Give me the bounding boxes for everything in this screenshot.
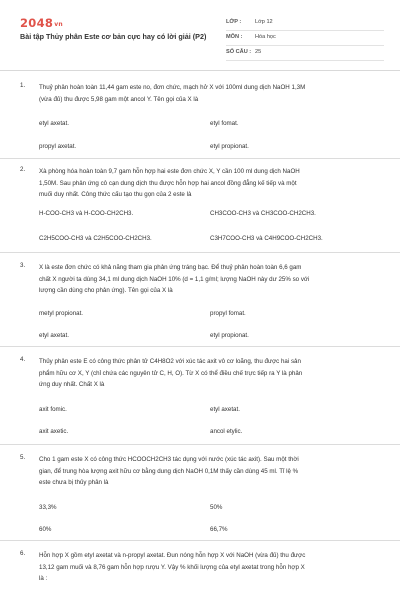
- answer-option-d[interactable]: C3H7COO-CH3 và C4H9COO-CH2CH3.: [210, 235, 323, 242]
- question-line: este chưa bị thủy phân là: [39, 479, 109, 486]
- question-text: [39, 454, 384, 489]
- meta-subject-row: [226, 31, 384, 46]
- meta-count-row: [226, 46, 384, 61]
- question-line: chất X người ta dùng 34,1 ml dung dịch NaOH 10% (d = 1,1 g/ml; lượng NaOH này dư 25% so với: [39, 275, 310, 283]
- question-divider: [0, 540, 400, 541]
- answer-option-a[interactable]: etyl axetat.: [39, 120, 69, 127]
- answer-option-a[interactable]: H-COO-CH3 và H-COO-CH2CH3.: [39, 210, 134, 217]
- question-number: 3.: [20, 262, 26, 269]
- question-number: 6.: [20, 550, 26, 557]
- answer-option-b[interactable]: CH3COO-CH3 và CH3COO-CH2CH3.: [210, 210, 316, 217]
- question-divider: [0, 444, 400, 445]
- document-header: [0, 0, 400, 64]
- meta-value: Lớp 12: [255, 19, 273, 25]
- question-line: Cho 1 gam este X có công thức HCOOCH2CH3 tác dụng với nước (xúc tác axit). Sau một thời: [39, 456, 299, 463]
- question-number: 1.: [20, 82, 26, 89]
- answer-option-c[interactable]: 60%: [39, 526, 52, 533]
- logo-text: 2048: [20, 16, 54, 30]
- logo-suffix: vn: [54, 21, 64, 28]
- meta-key: SỐ CÂU :: [226, 49, 252, 55]
- meta-value: Hóa học: [255, 34, 276, 40]
- question-number: 2.: [20, 166, 26, 173]
- meta-key: LỚP :: [226, 19, 242, 25]
- question-line: 13,12 gam muối và 8,76 gam hỗn hợp rượu Y. Vậy % khối lượng của etyl axetat trong hỗn hợp X: [39, 563, 305, 571]
- answer-option-d[interactable]: 66,7%: [210, 526, 228, 533]
- question-line: Xà phòng hóa hoàn toàn 9,7 gam hỗn hợp hai este đơn chức X, Y cần 100 ml dung dịch NaOH: [39, 168, 300, 175]
- question-line: (vừa đủ) thu được 5,98 gam một ancol Y. Tên gọi của X là: [39, 95, 199, 103]
- question-line: gian, để trung hòa lượng axit hữu cơ bằng dung dịch NaOH 0,1M thấy cần dùng 45 ml. Tỉ lệ %: [39, 467, 299, 475]
- question-text: [39, 262, 384, 297]
- question-line: Thuỷ phân hoàn toàn 11,44 gam este no, đơn chức, mạch hở X với 100ml dung dịch NaOH 1,3M: [39, 84, 306, 91]
- question-line: Thủy phân este E có công thức phân tử C4H8O2 với xúc tác axit vô cơ loãng, thu được hai sản: [39, 358, 301, 365]
- question-line: Hỗn hợp X gồm etyl axetat và n-propyl axetat. Đun nóng hỗn hợp X với NaOH (vừa đủ) thu được: [39, 552, 306, 559]
- answer-option-d[interactable]: etyl propionat.: [210, 332, 249, 339]
- question-line: 1,50M. Sau phản ứng cô cạn dung dịch thu được hỗn hợp hai ancol đồng đẳng kế tiếp và một: [39, 179, 297, 187]
- page-title: Bài tập Thủy phân Este cơ bản cực hay có lời giải (P2): [20, 32, 207, 41]
- question-line: là :: [39, 575, 48, 582]
- question-line: muối duy nhất. Công thức cấu tạo thu gọn của 2 este là: [39, 191, 192, 198]
- question-text: [39, 356, 384, 391]
- site-logo[interactable]: [20, 16, 63, 30]
- answer-option-d[interactable]: ancol etylic.: [210, 428, 243, 435]
- question-line: X là este đơn chức có khả năng tham gia phản ứng tráng bạc. Để thuỷ phân hoàn toàn 6,6 gam: [39, 264, 302, 271]
- header-divider: [0, 70, 400, 71]
- question-line: ứng duy nhất. Chất X là: [39, 381, 105, 388]
- question-text: [39, 166, 384, 201]
- answer-option-a[interactable]: metyl propionat.: [39, 310, 84, 317]
- question-line: lượng cần dùng cho phản ứng). Tên gọi của X là: [39, 287, 173, 294]
- answer-option-b[interactable]: etyl axetat.: [210, 406, 240, 413]
- question-divider: [0, 158, 400, 159]
- answer-option-b[interactable]: propyl fomat.: [210, 310, 246, 317]
- answer-option-a[interactable]: axit fomic.: [39, 406, 67, 413]
- meta-class-row: [226, 16, 384, 31]
- question-text: [39, 550, 384, 585]
- answer-option-d[interactable]: etyl propionat.: [210, 143, 249, 150]
- answer-option-c[interactable]: propyl axetat.: [39, 143, 77, 150]
- question-text: [39, 82, 384, 105]
- answer-option-a[interactable]: 33,3%: [39, 504, 57, 511]
- question-line: phẩm hữu cơ X, Y (chỉ chứa các nguyên tử C, H, O). Từ X có thể điều chế trực tiếp ra Y là phản: [39, 369, 303, 377]
- answer-option-c[interactable]: etyl axetat.: [39, 332, 69, 339]
- answer-option-b[interactable]: etyl fomat.: [210, 120, 239, 127]
- meta-key: MÔN :: [226, 34, 243, 40]
- question-number: 5.: [20, 454, 26, 461]
- question-divider: [0, 252, 400, 253]
- answer-option-c[interactable]: C2H5COO-CH3 và C2H5COO-CH2CH3.: [39, 235, 152, 242]
- meta-value: 25: [255, 49, 262, 55]
- question-divider: [0, 346, 400, 347]
- answer-option-c[interactable]: axit axetic.: [39, 428, 69, 435]
- question-number: 4.: [20, 356, 26, 363]
- answer-option-b[interactable]: 50%: [210, 504, 223, 511]
